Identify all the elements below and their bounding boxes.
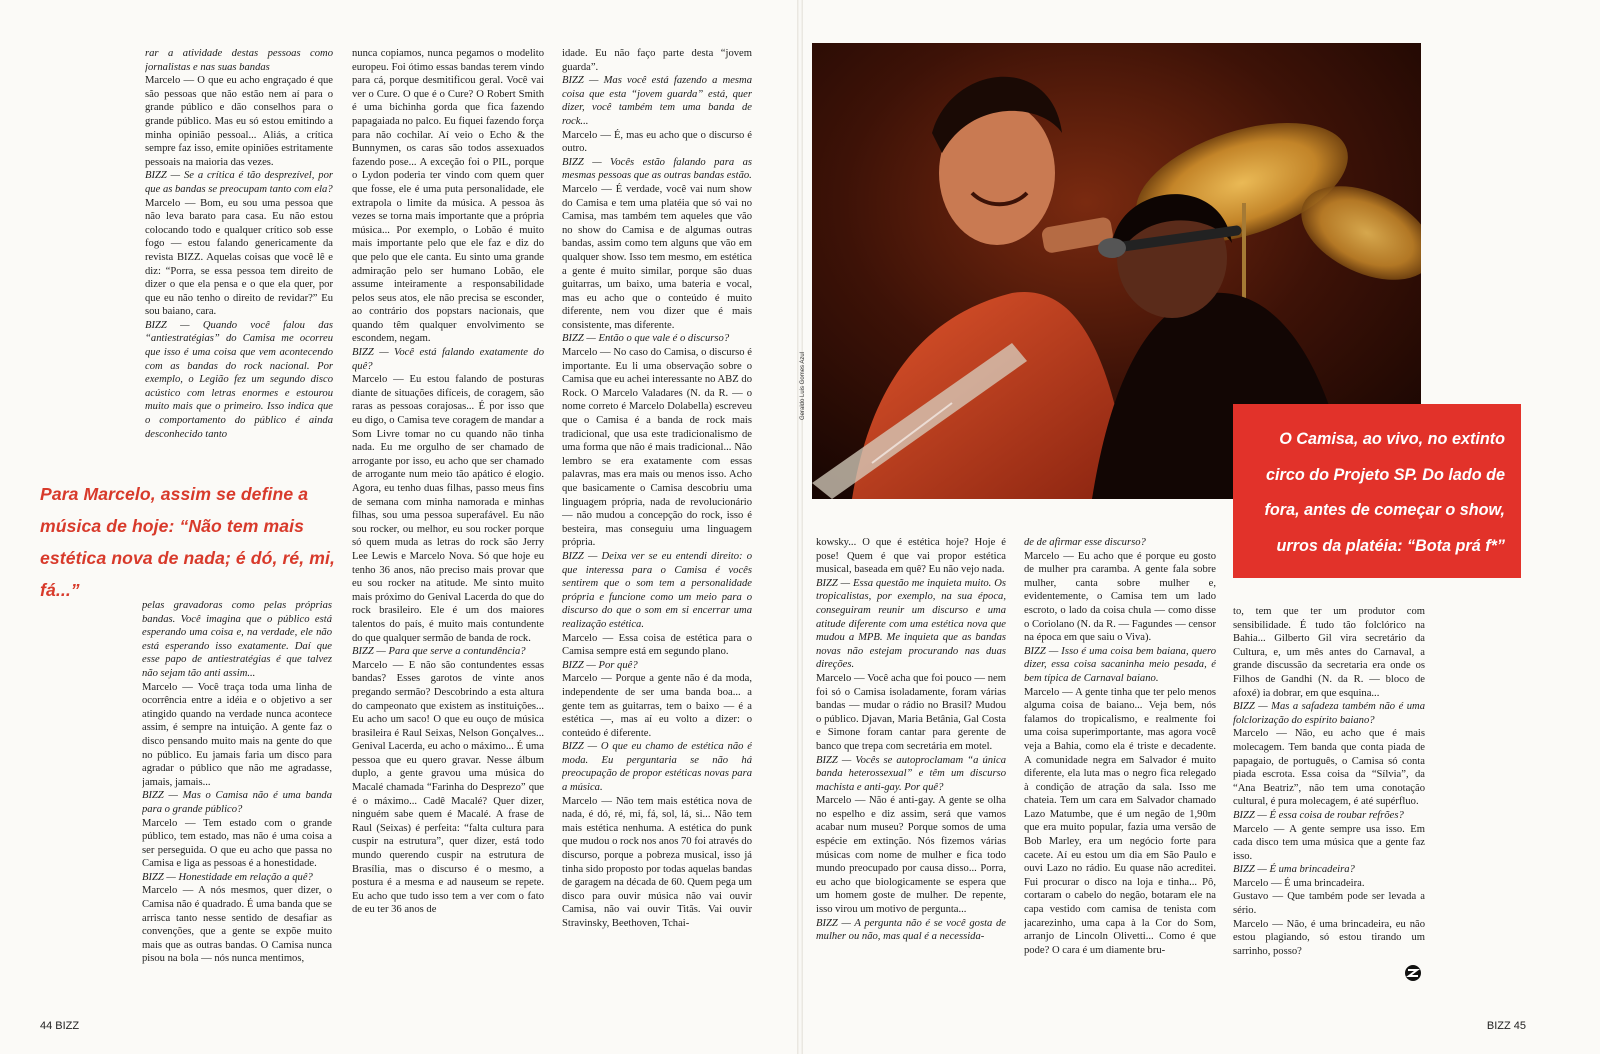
paragraph: BIZZ — É essa coisa de roubar refrões? — [1233, 809, 1404, 821]
column-3 — [562, 47, 752, 994]
column-1-bottom — [142, 599, 332, 994]
pull-quote: Para Marcelo, assim se define a música de hoje: “Não tem mais estética nova de nada; é dó, ré, mi, fá...” — [40, 484, 335, 600]
paragraph: BIZZ — Mas o Camisa não é uma banda para o grande público? — [142, 790, 332, 815]
page-number-right: BIZZ 45 — [1486, 1020, 1526, 1032]
paragraph: BIZZ — Vocês estão falando para as mesmas pessoas que as outras bandas estão. — [562, 156, 752, 182]
paragraph: BIZZ — Vocês se autoproclamam “a única banda heterossexual” e têm um discurso machista e anti-gay. Por quê? — [816, 754, 1006, 793]
paragraph: BIZZ — Você está falando exatamente do quê? — [352, 347, 544, 372]
paragraph: BIZZ — Para que serve a contundência? — [352, 646, 526, 658]
paragraph: Marcelo — O que eu acho engraçado é que são pessoas que não estão nem aí para o grande público e dão conselhos para o grande público. Mas eu só estou emitindo a minha opinião pessoal... Aliás, a crítica sempre faz isso, emite opiniões estritamente pessoais na maioria das vezes. — [145, 75, 333, 168]
paragraph: Marcelo — Não, é uma brincadeira, eu não estou plagiando, só estou tirando um sarrinho, posso? — [1233, 918, 1425, 957]
paragraph: BIZZ — Se a crítica é tão desprezível, por que as bandas se preocupam tanto com ela? — [145, 170, 333, 195]
paragraph: BIZZ — Isso é uma coisa bem baiana, quero dizer, essa coisa sacaninha meio pesada, é bem típica de Carnaval baiano. — [1024, 645, 1216, 684]
paragraph: BIZZ — A pergunta não é se você gosta de mulher ou não, mas qual é a necessida- — [816, 917, 1006, 943]
paragraph: Marcelo — Tem estado com o grande público, tem estado, mas não é uma coisa a ser perseguida. O que eu acho que passa no Camisa e liga as pessoas é a honestidade. — [142, 817, 332, 870]
paragraph: Marcelo — Eu estou falando de posturas diante de situações difíceis, de coragem, são raras as pessoas corajosas... É por isso que eu digo, o Camisa teve coragem de mandar a Som Livre tomar no cu quando não tinha nada. Eu me orgulho de ser chamado de arrogante por isso, eu acho que ser chamado de arrogante num meio tão apático é elogio. Agora, eu tenho duas filhas, passo meus fins de semana com minha namorada e minhas filhas, sou uma pessoa superafável. Eu não sou rocker, ou melhor, eu sou rocker porque só quem muda as letras do rock são Jerry Lee Lewis e Marcelo Nova. Só que hoje eu tenho 36 anos, não preciso mais provar que eu sou rocker na atitude. Me sinto muito mais próximo do Genival Lacerda do que do rock brasileiro. Ele é um dos maiores talentos do país, é muito mais contundente do que qualquer sermão de banda de rock. — [352, 374, 544, 644]
paragraph: Marcelo — É verdade, você vai num show do Camisa e tem uma platéia que só vai no Camisa, mas também tem aqueles que vão no show do Camisa e de algumas outras bandas, assim como tem alguns que vão em qualquer show. Isso tem mesmo, em estética a gente é muito similar, porque são duas guitarras, um baixo, uma bateria e vocal, mas eu acho que o conteúdo é muito diferente, nem vou dizer que é mais consistente, mas diferente. — [562, 183, 752, 331]
paragraph: BIZZ — Deixa ver se eu entendi direito: o que interessa para o Camisa é vocês sentirem que o som tem a personalidade própria e funcione como um meio para o discurso do que o som em si encerrar uma realização estética. — [562, 550, 752, 630]
photo-caption: O Camisa, ao vivo, no extinto circo do Projeto SP. Do lado de fora, antes de começar o show, urros da platéia: “Bota prá f*” — [1233, 404, 1521, 578]
paragraph: Marcelo — Não, eu acho que é mais molecagem. Tem banda que conta piada de papagaio, de português, o Camisa só conta piada escrota. Essa coisa da “Sílvia”, da “Ana Beatriz”, não tem uma conotação cultural, é pura molecagem, é até supérfluo. — [1233, 728, 1425, 808]
paragraph: Marcelo — Eu acho que é porque eu gosto de mulher pra caramba. A gente fala sobre mulher, canta sobre mulher e, evidentemente, o Camisa tem um lado escroto, o lado da coisa chula — como disse o Coriolano (N. da R. — Fagundes — censor na época em que saiu o Viva). — [1024, 550, 1216, 644]
end-mark-icon — [1404, 964, 1422, 982]
paragraph: Gustavo — Que também pode ser levada a sério. — [1233, 891, 1425, 917]
paragraph: Marcelo — Bom, eu sou uma pessoa que não leva barato para casa. Eu não estou colocando todo e qualquer crítico sob esse fogo — estou falando genericamente da revista BIZZ. Aquelas coisas que você lê e diz: “Porra, se essa pessoa tem direito de dizer o que ela pensa e o que ela quer, por que eu não tenho o direito de revidar?” Eu sou baiano, cara. — [145, 197, 333, 318]
paragraph: Marcelo — Porque a gente não é da moda, independente de ser uma banda boa... a gente tem as guitarras, tem o baixo — é a estética —, mas aí eu volto a dizer: o conteúdo é diferente. — [562, 673, 752, 739]
paragraph: Marcelo — Você acha que foi pouco — nem foi só o Camisa isoladamente, foram várias bandas — mudar o rádio no Brasil? Mudou o público. Djavan, Maria Betânia, Gal Costa e Simone foram cantar para gerente de banco que trepa com secretária em motel. — [816, 672, 1006, 752]
page-number-left: 44 BIZZ — [40, 1020, 80, 1032]
paragraph: BIZZ — Mas a safadeza também não é uma folclorização do espírito baiano? — [1233, 701, 1425, 726]
paragraph: kowsky... O que é estética hoje? Hoje é pose! Quem é que vai propor estética musical, baseada em quê? Eu não vejo nada. — [816, 537, 1006, 576]
paragraph: Marcelo — A gente tinha que ter pelo menos alguma coisa de baiano... Veja bem, nós falamos do tropicalismo, e realmente foi uma coisa superimportante, mas agora você veja a Bahia, como ela é triste e decadente. A comunidade negra em Salvador é muito diferente, ela luta mas o negro fica relegado à condição de atração da sala. Isso me chateia. Tem um cara em Salvador chamado Lazo Matumbe, que é um negão de 1,90m que era muito popular, fazia uma versão de Bob Marley, era um negócio forte para cacete. Aí eu estou um dia em São Paulo e ouvi Lazo no rádio. Eu quase não acreditei. Fui procurar o disco na loja e tinha... Pô, cortaram o cabelo do negão, botaram ele na capa vestido com camisa de tenista com jacarezinho, uma capa à la Cor do Som, arranjo de Lincoln Olivetti... Como é que pode? O cara é um diamente bru- — [1024, 686, 1216, 956]
paragraph: BIZZ — Honestidade em relação a quê? — [142, 871, 313, 883]
paragraph: BIZZ — É uma brincadeira? — [1233, 864, 1355, 876]
paragraph: Marcelo — No caso do Camisa, o discurso é importante. Eu li uma observação sobre o Camisa que eu achei interessante no ABZ do Rock. O Marcelo Valadares (N. da R. — o nome correto é Marcelo Dolabella) escreveu que o Camisa é a banda de rock mais tradicional, que usa este tradicionalismo de uma forma que não é mais tradicional... Não lembro se era exatamente com essas palavras, mas era mais ou menos isso. Acho que basicamente o Camisa descobriu uma linguagem própria, nada de revolucionário — não mudou a concepção do rock, isso é besteira, mas conseguiu uma linguagem própria. — [562, 347, 752, 549]
photo-credit: Geraldo Luis Gomes Azul — [800, 351, 806, 420]
paragraph: pelas gravadoras como pelas próprias bandas. Você imagina que o público está esperando uma coisa e, na verdade, ele não está esperando isso exatamente. Daí que esse papo de antiestratégias é que talvez não sejam tão anti assim... — [142, 600, 332, 679]
paragraph: nunca copiamos, nunca pegamos o modelito europeu. Foi ótimo essas bandas terem vindo para cá, porque desmitificou geral. Você vai ver o Cure. O que é o Cure? O Robert Smith é uma bichinha gorda que fica fazendo papagaiada no palco. Eu fiquei fazendo força para não cochilar. Aí veio o Echo & the Bunnymen, os caras são todos assexuados fazendo pose... A exceção foi o PIL, porque o Lydon poderia ter vindo com quem quer que fosse, ele é uma puta personalidade, ele extrapola o limite da música. A pessoa às vezes se torna mais importante que a própria música... Por exemplo, o Lobão é muito mais importante pelo que ele faz e diz do que pelo que ele canta. Eu sinto uma grande admiração pelo ser humano Lobão, ele assume inteiramente a responsabilidade pelos seus atos, ele não precisa se esconder, ao contrário dos popstars nacionais, que quando têm qualquer envolvimento se escondem, negam. — [352, 48, 544, 345]
paragraph: to, tem que ter um produtor com sensibilidade. É tudo tão folclórico na Bahia... Gilberto Gil vira secretário da Cultura, e, um mês antes do Carnaval, a grande discussão da secretaria era onde os Filhos de Gandhi (N. da R. — bloco de afoxé) ia dobrar, em que esquina... — [1233, 606, 1425, 699]
paragraph: BIZZ — Por quê? — [562, 659, 638, 671]
page-gutter — [797, 0, 803, 1054]
paragraph: BIZZ — O que eu chamo de estética não é moda. Eu perguntaria se não há preocupação de propor estéticas novas para a música. — [562, 741, 752, 794]
paragraph: Marcelo — Você traça toda uma linha de ocorrência entre a idéia e o objetivo a ser atingido quando na verdade nunca acontece assim, é sempre na intuição. A gente faz o disco pensando muito mais na gente do que no público. Eu jamais faria um disco para agradar o público que não me agradasse, jamais, jamais... — [142, 681, 332, 788]
column-2 — [352, 47, 544, 994]
paragraph: idade. Eu não faço parte desta “jovem guarda”. — [562, 48, 752, 73]
paragraph: de de afirmar esse discurso? — [1024, 537, 1146, 548]
paragraph: Marcelo — É uma brincadeira. — [1233, 877, 1365, 889]
column-1-top — [145, 47, 333, 457]
paragraph: BIZZ — Essa questão me inquieta muito. Os tropicalistas, por exemplo, na sua época, conseguiram reunir um discurso e uma atitude diferente com uma estética nova que mudou a MPB. Me inquieta que as bandas novas não estejam procurando nas duas direções. — [816, 577, 1006, 671]
paragraph: BIZZ — Quando você falou das “antiestratégias” do Camisa me ocorreu que isso é uma coisa que vem acontecendo com as bandas do rock nacional. Por exemplo, o Legião fez um segundo disco acústico com letras enormes e estourou muito mais que o primeiro. Isso indica que o comportamento do público é ainda desconhecido tanto — [145, 319, 333, 440]
paragraph: BIZZ — Então o que vale é o discurso? — [562, 333, 730, 345]
column-6 — [1233, 605, 1425, 994]
column-5 — [1024, 536, 1216, 994]
paragraph: Marcelo — Não tem mais estética nova de nada, é dó, ré, mi, fá, sol, lá, si... Não tem mais estética nenhuma. A estética do punk que mudou o rock nos anos 70 foi através do discurso, porque a pobreza musical, isso já tinha sido proposto por todas aquelas bandas de garagem na década de 60. Quem pega um disco para ouvir música não vai ouvir Camisa, não vai ouvir Titãs. Vai ouvir Stravinsky, Beethoven, Tchai- — [562, 795, 752, 929]
paragraph: Marcelo — E não são contundentes essas bandas? Esses garotos de vinte anos pregando sermão? Descobrindo a esta altura do campeonato que existem as instituições... Eu acho um saco! O que eu ouço de música brasileira é Raul Seixas, Nelson Gonçalves... Genival Lacerda, eu acho o máximo... É uma pessoa que eu quero gravar. Nesse álbum duplo, a gente gravou uma música do Macalé chamada “Farinha do Desprezo” que é o máximo... Cadê Macalé? Quer dizer, ninguém sabe quem é Macalé. A frase de Raul (Seixas) é perfeita: “falta cultura para cuspir na estrutura”, quer dizer, está todo mundo querendo cuspir na estrutura de Brasília, mas o discurso é o mesmo, a postura é a mesma e ad nauseum se repete. Eu acho que tudo isso tem a ver com o fato de eu ter 36 anos de — [352, 659, 544, 916]
paragraph: Marcelo — A gente sempre usa isso. Em cada disco tem uma música que a gente faz isso. — [1233, 823, 1425, 862]
paragraph: Marcelo — Não é anti-gay. A gente se olha no espelho e diz assim, será que vamos acabar num museu? Porque somos de uma espécie em extinção. Nós fizemos várias músicas com nome de mulher e fica todo mundo preocupado por causa disso... Porra, eu acho que biologicamente se espera que um homem goste de mulher. De repente, isso virou um motivo de pergunta... — [816, 795, 1006, 916]
paragraph: BIZZ — Mas você está fazendo a mesma coisa que esta “jovem guarda” está, quer dizer, você também tem uma banda de rock... — [562, 75, 752, 127]
column-4 — [816, 536, 1006, 994]
paragraph: Marcelo — É, mas eu acho que o discurso é outro. — [562, 129, 752, 155]
paragraph: Marcelo — A nós mesmos, quer dizer, o Camisa não é quadrado. É uma banda que se arrisca tanto nesse sentido de desafiar as convenções, que a gente se expõe muito mais que as outras bandas. O Camisa nunca pisou na bola — nós nunca mentimos, — [142, 885, 332, 965]
paragraph: rar a atividade destas pessoas como jornalistas e nas suas bandas — [145, 48, 333, 73]
paragraph: Marcelo — Essa coisa de estética para o Camisa sempre está em segundo plano. — [562, 632, 752, 658]
